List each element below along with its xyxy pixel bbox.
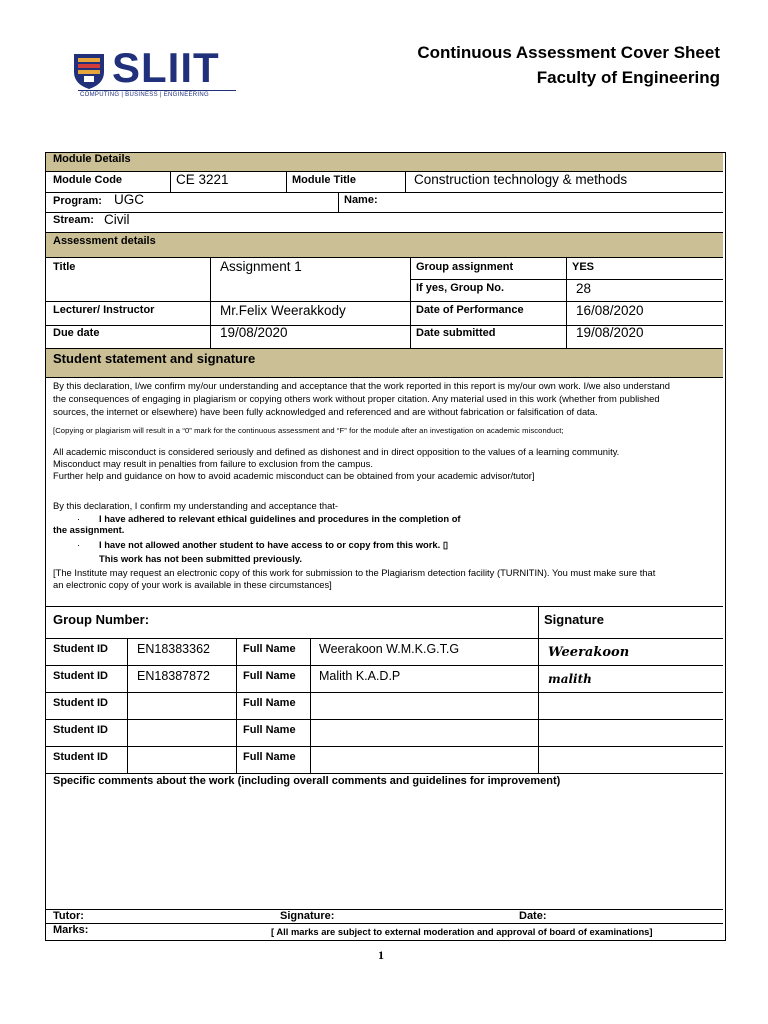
module-title-label: Module Title: [292, 174, 356, 186]
module-title-value: Construction technology & methods: [414, 172, 628, 187]
group-no-label: If yes, Group No.: [416, 282, 505, 294]
lecturer-value: Mr.Felix Weerakkody: [220, 303, 346, 318]
performance-date-value: 16/08/2020: [576, 303, 644, 318]
logo-tagline: COMPUTING | BUSINESS | ENGINEERING: [80, 92, 209, 98]
full-name-value: Weerakoon W.M.K.G.T.G: [319, 642, 460, 656]
student-id-label: Student ID: [53, 670, 108, 682]
submitted-date-value: 19/08/2020: [576, 325, 644, 340]
turnitin-line-2: an electronic copy of your work is available in these circumstances]: [53, 579, 332, 590]
title-value: Assignment 1: [220, 259, 302, 274]
due-date-value: 19/08/2020: [220, 325, 288, 340]
sliit-logo: [72, 44, 236, 106]
student-id-label: Student ID: [53, 751, 108, 763]
confirmation-intro: By this declaration, I confirm my understanding and acceptance that-: [53, 500, 339, 511]
statement-heading: Student statement and signature: [53, 351, 256, 366]
full-name-value: Malith K.A.D.P: [319, 669, 401, 683]
bullet-mark-1: ·: [77, 513, 81, 524]
tutor-label: Tutor:: [53, 910, 84, 922]
full-name-label: Full Name: [243, 724, 296, 736]
lecturer-label: Lecturer/ Instructor: [53, 304, 155, 316]
misconduct-line-2: Misconduct may result in penalties from failure to exclusion from the campus.: [53, 458, 373, 469]
full-name-label: Full Name: [243, 670, 296, 682]
group-no-value: 28: [576, 281, 592, 296]
student-id-value: EN18383362: [137, 642, 210, 656]
submitted-date-label: Date submitted: [416, 327, 496, 339]
misconduct-line-3: Further help and guidance on how to avoid academic misconduct can be obtained from your academic advisor/tutor]: [53, 470, 535, 481]
student-id-value: EN18387872: [137, 669, 210, 683]
student-id-label: Student ID: [53, 697, 108, 709]
tutor-signature-label: Signature:: [280, 910, 335, 922]
declaration-line-1: By this declaration, I/we confirm my/our understanding and acceptance that the work reported in this report is my/our own work. I/we also understand: [53, 380, 670, 391]
bullet-not-submitted: This work has not been submitted previously.: [99, 553, 302, 564]
declaration-line-3: sources, the internet or elsewhere) have been fully acknowledged and referenced and are without fabrication or falsification of data.: [53, 406, 598, 417]
marks-label: Marks:: [53, 924, 89, 936]
student-id-label: Student ID: [53, 724, 108, 736]
bullet-ethics-line-2: the assignment.: [53, 524, 125, 535]
full-name-label: Full Name: [243, 643, 296, 655]
bullet-no-copy: I have not allowed another student to have access to or copy from this work. ▯: [99, 539, 448, 550]
signature-column-label: Signature: [544, 612, 604, 627]
page-number: 1: [378, 948, 384, 962]
student-id-label: Student ID: [53, 643, 108, 655]
declaration-line-2: the consequences of engaging in plagiarism or copying others work without proper citation. Any material used in this work (whether from published: [53, 393, 660, 404]
crest-icon: [72, 50, 106, 90]
turnitin-line-1: [The Institute may request an electronic copy of this work for submission to the Plagiarism detection facility (TURNITIN). You must make sure that: [53, 567, 656, 578]
document-title: Continuous Assessment Cover Sheet: [417, 43, 720, 62]
title-label: Title: [53, 261, 76, 273]
module-code-label: Module Code: [53, 174, 123, 186]
performance-date-label: Date of Performance: [416, 304, 524, 316]
program-label: Program:: [53, 195, 102, 207]
stream-label: Stream:: [53, 214, 94, 226]
due-date-label: Due date: [53, 327, 100, 339]
module-details-label: Module Details: [53, 153, 131, 165]
comments-label: Specific comments about the work (including overall comments and guidelines for improvement): [53, 775, 561, 787]
bullet-mark-2: ·: [77, 539, 81, 550]
module-code-value: CE 3221: [176, 172, 229, 187]
faculty-title: Faculty of Engineering: [536, 68, 720, 87]
logo-wordmark: SLIIT: [112, 44, 220, 91]
student-signature: malith: [548, 672, 592, 686]
student-signature: Weerakoon: [548, 645, 630, 660]
marks-note: [ All marks are subject to external moderation and approval of board of examinations]: [271, 926, 653, 937]
assessment-details-label: Assessment details: [53, 235, 156, 247]
name-label: Name:: [344, 194, 378, 206]
bullet-ethics-line-1: I have adhered to relevant ethical guidelines and procedures in the completion of: [99, 513, 461, 524]
program-value: UGC: [114, 192, 144, 207]
full-name-label: Full Name: [243, 751, 296, 763]
full-name-label: Full Name: [243, 697, 296, 709]
group-assignment-value: YES: [572, 261, 595, 273]
group-number-label: Group Number:: [53, 612, 150, 627]
plagiarism-warning: [Copying or plagiarism will result in a “0” mark for the continuous assessment and “F” for the module after an investigation on academic misconduct;: [53, 426, 564, 435]
date-label: Date:: [519, 910, 547, 922]
stream-value: Civil: [104, 212, 130, 227]
module-details-band: [46, 152, 723, 172]
group-assignment-label: Group assignment: [416, 261, 514, 273]
misconduct-line-1: All academic misconduct is considered seriously and defined as dishonest and in direct opposition to the values of a learning community.: [53, 446, 620, 457]
